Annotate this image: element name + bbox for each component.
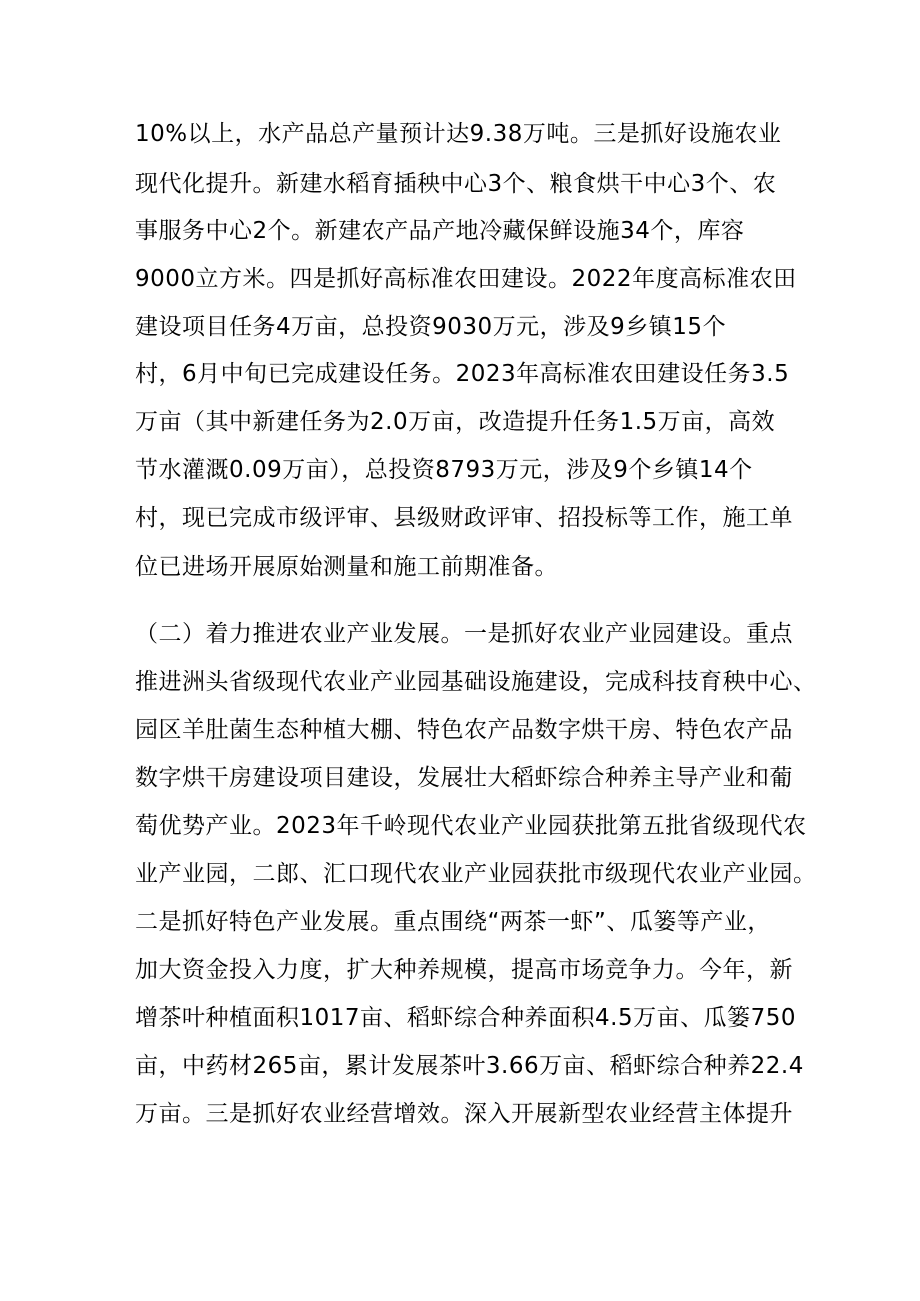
text-line: 万亩（其中新建任务为2.0万亩，改造提升任务1.5万亩，高效 bbox=[135, 409, 776, 435]
text-line: 数字烘干房建设项目建设，发展壮大稻虾综合种养主导产业和葡 bbox=[135, 765, 793, 791]
text-line: 加大资金投入力度，扩大种养规模，提高市场竞争力。今年，新 bbox=[135, 957, 793, 983]
text-line: 节水灌溉0.09万亩），总投资8793万元，涉及9个乡镇14个 bbox=[135, 457, 753, 483]
text-line: 建设项目任务4万亩，总投资9030万元，涉及9乡镇15个 bbox=[135, 314, 727, 340]
text-line: 园区羊肚菌生态种植大棚、特色农产品数字烘干房、特色农产品 bbox=[135, 717, 793, 743]
text-line: 萄优势产业。2023年千岭现代农业产业园获批第五批省级现代农 bbox=[135, 813, 807, 839]
section-heading-line: （二）着力推进农业产业发展。一是抓好农业产业园建设。重点 bbox=[135, 621, 793, 647]
text-line: 二是抓好特色产业发展。重点围绕“两茶一虾”、瓜篓等产业， bbox=[135, 909, 771, 935]
text-line: 现代化提升。新建水稻育插秧中心3个、粮食烘干中心3个、农 bbox=[135, 171, 777, 197]
text-line: 亩，中药材265亩，累计发展茶叶3.66万亩、稻虾综合种养22.4 bbox=[135, 1053, 804, 1079]
text-line: 位已进场开展原始测量和施工前期准备。 bbox=[135, 554, 558, 580]
text-line: 村，6月中旬已完成建设任务。2023年高标准农田建设任务3.5 bbox=[135, 361, 790, 387]
text-line: 村，现已完成市级评审、县级财政评审、招投标等工作，施工单 bbox=[135, 505, 793, 531]
text-line: 推进洲头省级现代农业产业园基础设施建设，完成科技育秧中心、 bbox=[135, 669, 817, 695]
text-line: 增茶叶种植面积1017亩、稻虾综合种养面积4.5万亩、瓜篓750 bbox=[135, 1005, 797, 1031]
text-line: 业产业园，二郎、汇口现代农业产业园获批市级现代农业产业园。 bbox=[135, 861, 817, 887]
text-line: 万亩。三是抓好农业经营增效。深入开展新型农业经营主体提升 bbox=[135, 1101, 793, 1127]
text-line: 10%以上，水产品总产量预计达9.38万吨。三是抓好设施农业 bbox=[135, 121, 782, 147]
text-line: 事服务中心2个。新建农产品产地冷藏保鲜设施34个，库容 bbox=[135, 218, 745, 244]
text-line: 9000立方米。四是抓好高标准农田建设。2022年度高标准农田 bbox=[135, 266, 797, 292]
